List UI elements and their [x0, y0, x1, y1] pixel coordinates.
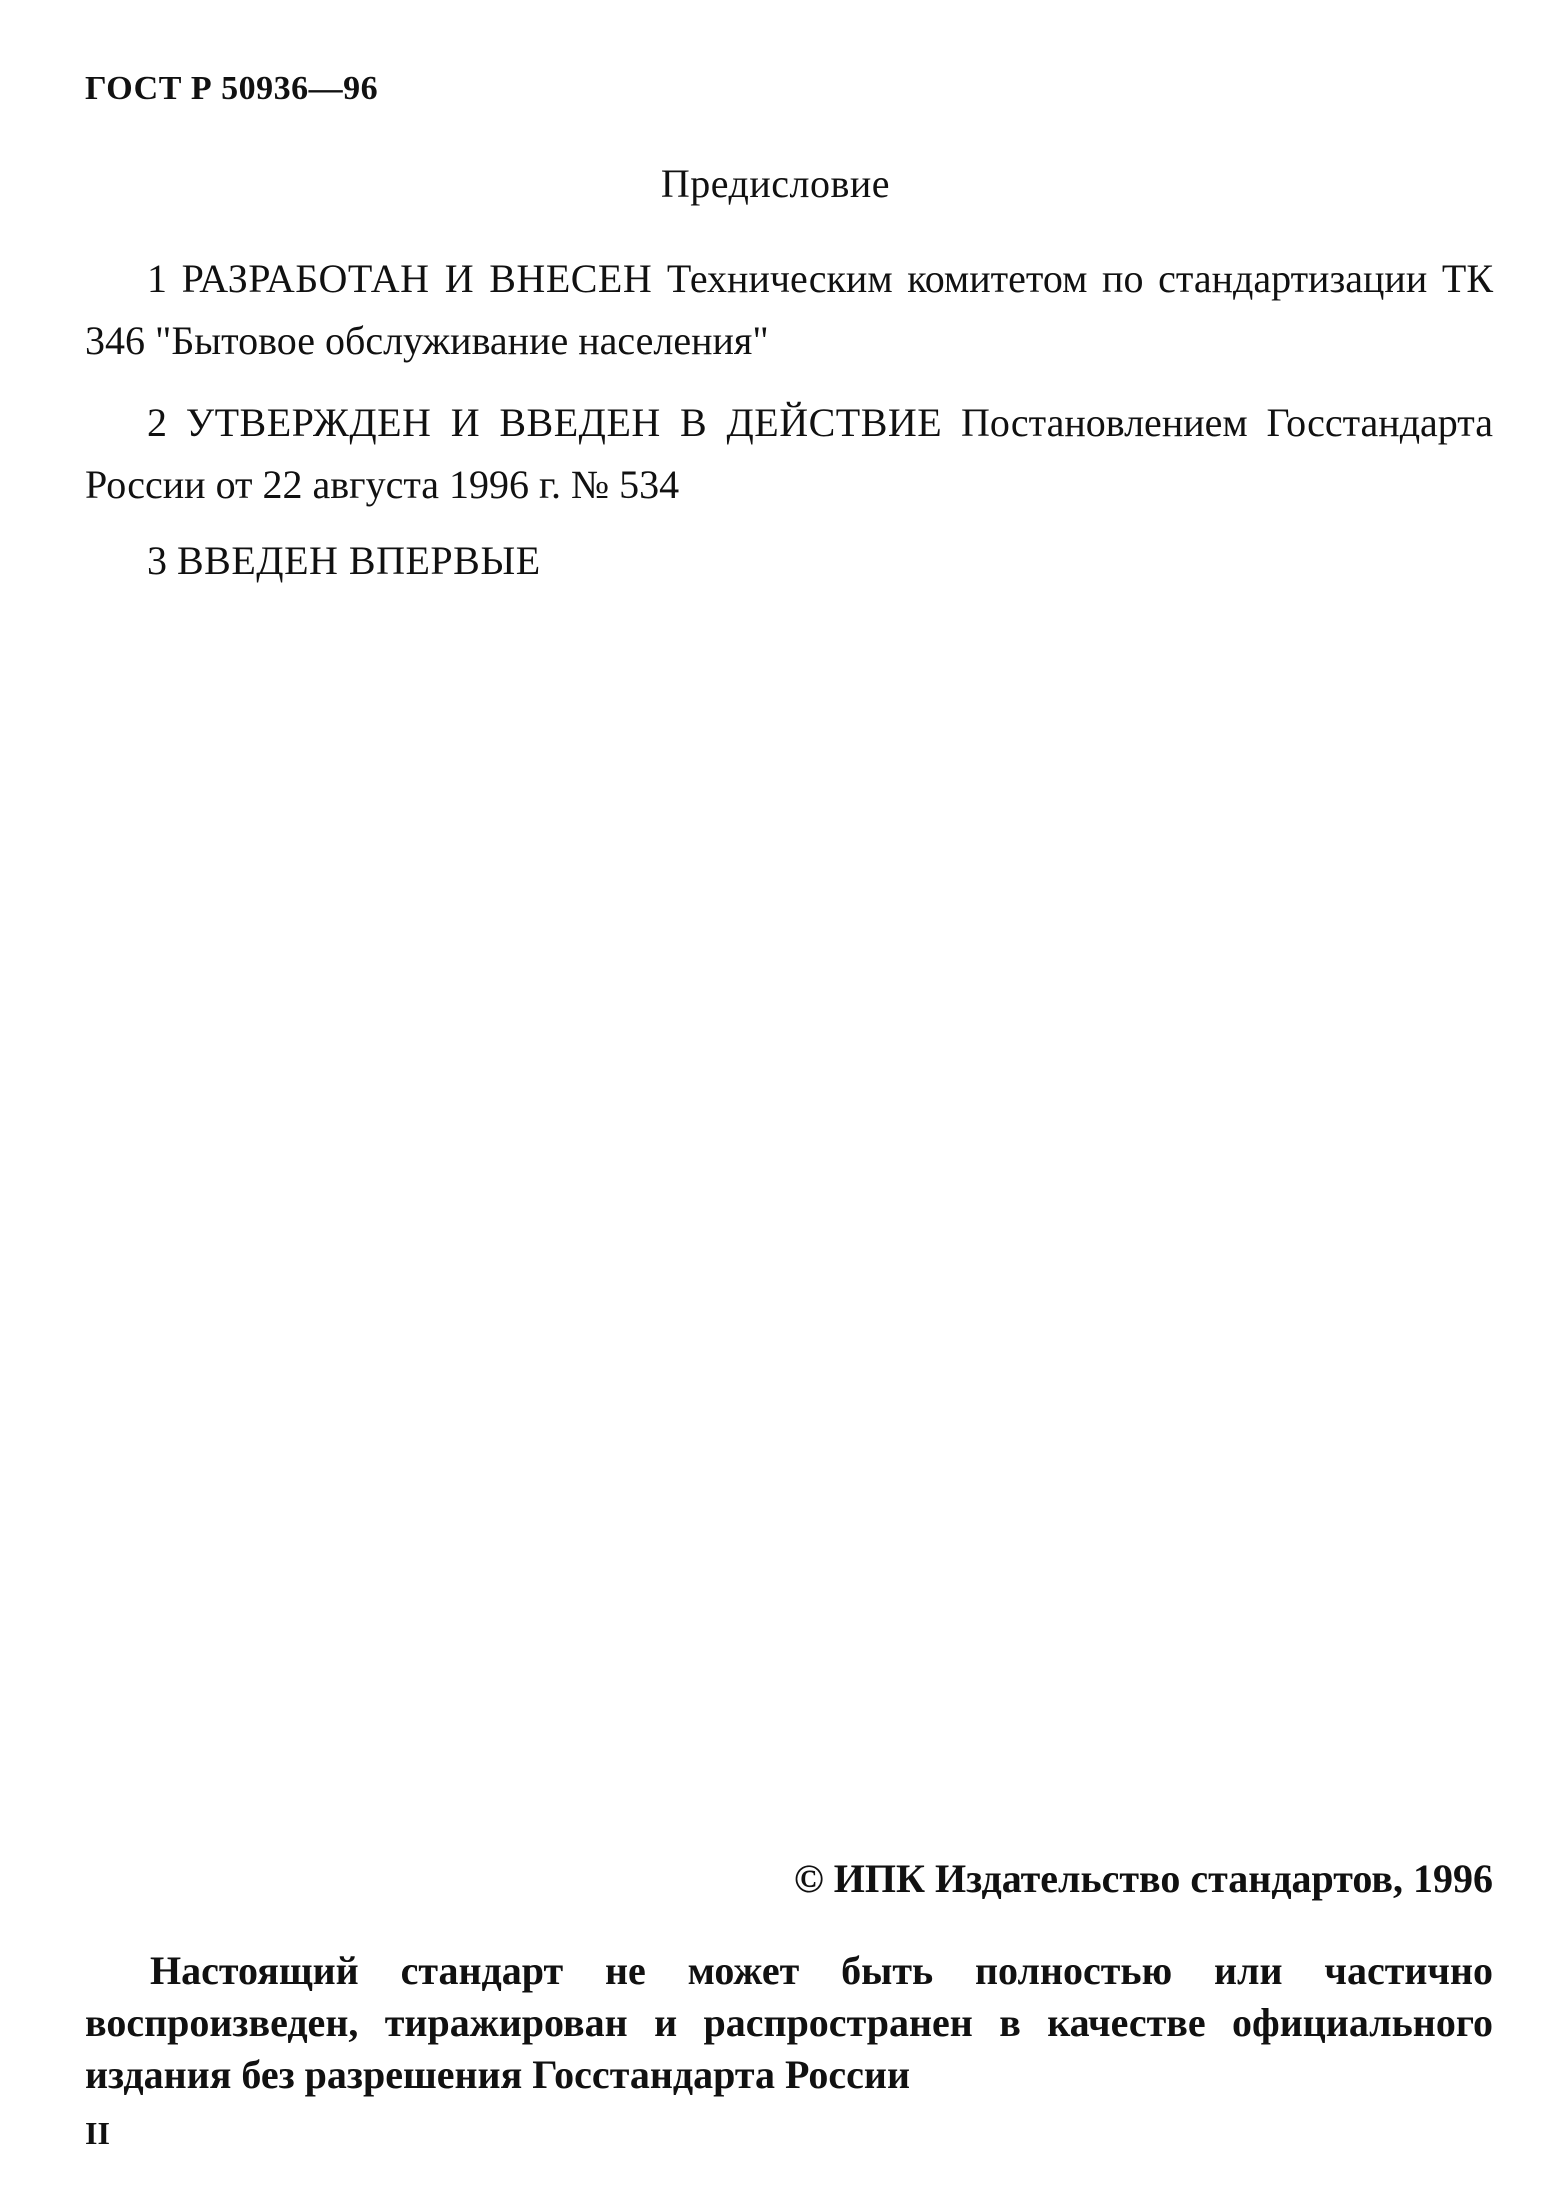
foreword-item-1	[85, 248, 1493, 372]
foreword-item-2	[85, 392, 1493, 516]
item-text: Постановлением Госстандарта России от 22 августа 1996 г. № 534	[85, 400, 1494, 507]
item-number: 1	[147, 256, 167, 301]
reproduction-notice: Настоящий стандарт не может быть полностью или частично воспроизведен, тиражирован и распространен в качестве официального издания без разрешения Госстандарта России	[85, 1948, 1493, 2097]
copyright-line: © ИПК Издательство стандартов, 1996	[793, 1856, 1493, 1901]
item-caps-heading: ВВЕДЕН ВПЕРВЫЕ	[177, 538, 541, 583]
document-code-header: ГОСТ Р 50936—96	[85, 70, 379, 107]
item-indent	[85, 400, 147, 445]
item-text: Техническим комитетом по стандартизации ТК 346 "Бытовое обслуживание населения"	[85, 256, 1494, 363]
item-indent	[85, 538, 147, 583]
item-caps-heading: УТВЕРЖДЕН И ВВЕДЕН В ДЕЙСТВИЕ	[185, 400, 943, 445]
page-title: Предисловие	[660, 161, 891, 206]
item-number: 3	[147, 538, 167, 583]
page-number: II	[85, 2115, 110, 2151]
item-indent	[85, 256, 147, 301]
item-number: 2	[147, 400, 167, 445]
foreword-item-3	[85, 530, 1493, 592]
item-caps-heading: РАЗРАБОТАН И ВНЕСЕН	[181, 256, 653, 301]
